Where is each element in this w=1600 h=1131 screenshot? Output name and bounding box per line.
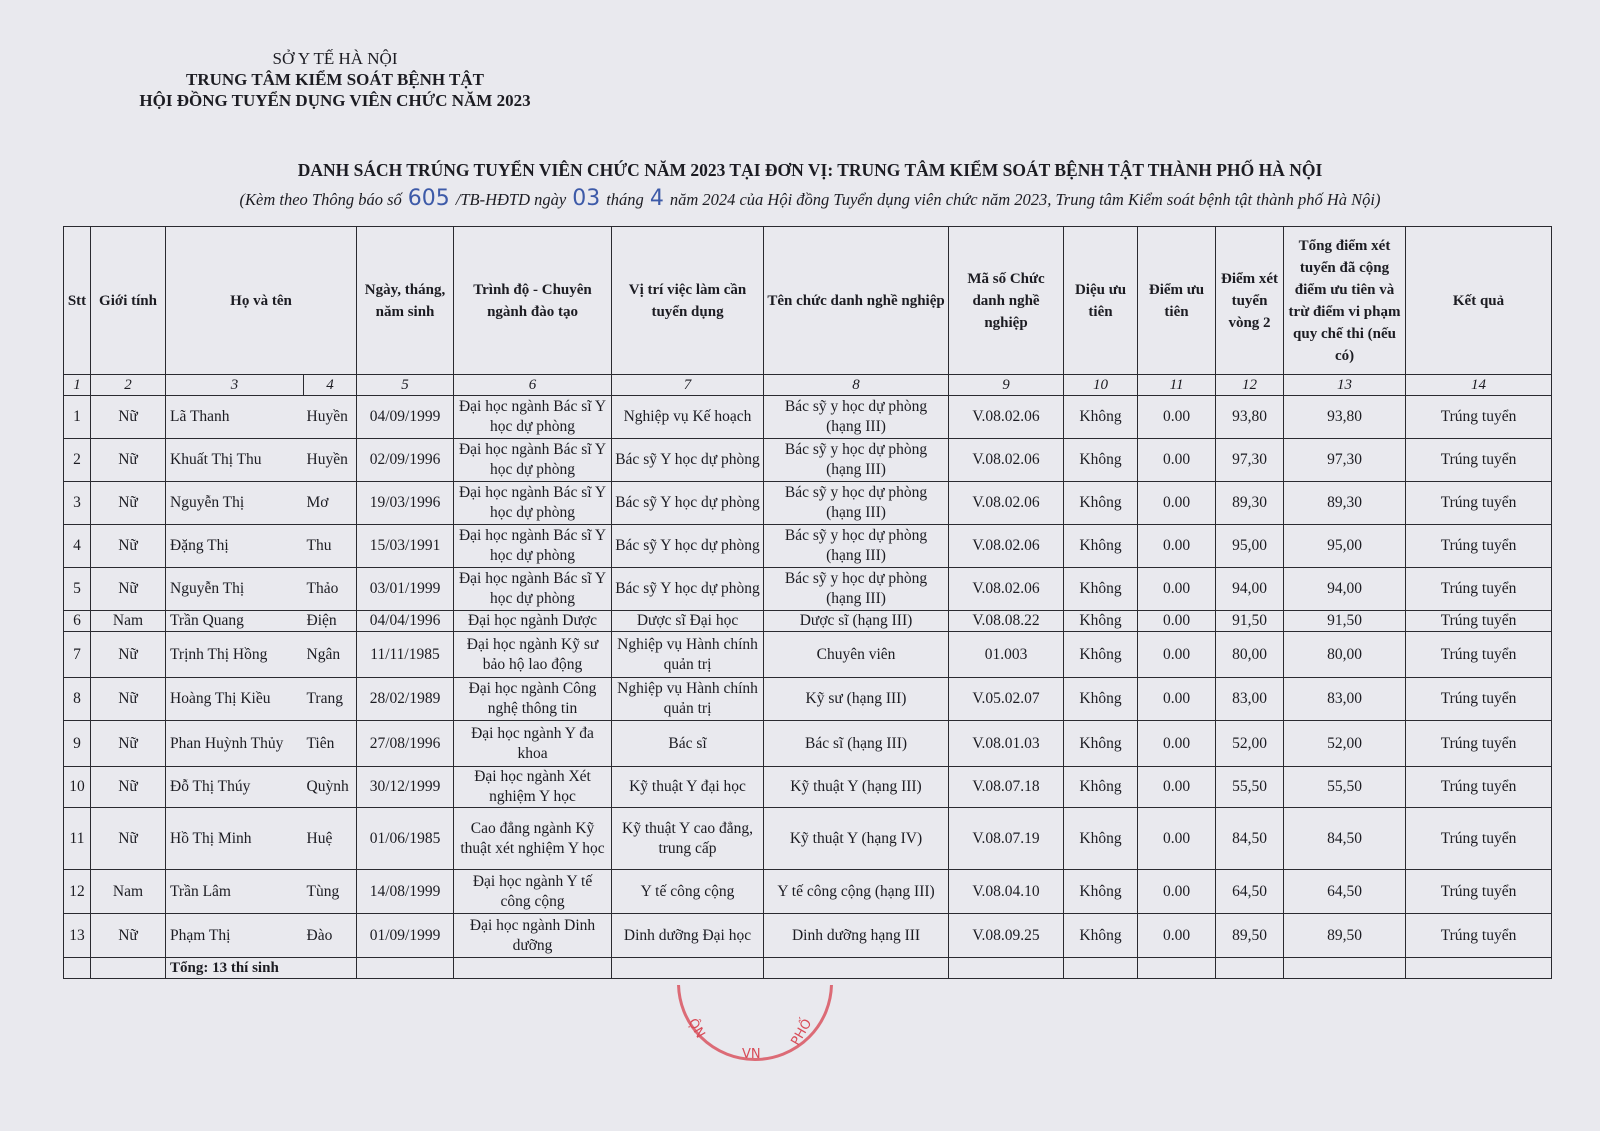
total-score-cell: 91,50 — [1284, 611, 1406, 632]
column-number: 3 — [166, 375, 304, 396]
result-cell: Trúng tuyển — [1406, 678, 1552, 721]
total-score-cell: 89,30 — [1284, 482, 1406, 525]
position-cell: Nghiệp vụ Hành chính quản trị — [612, 678, 764, 721]
job-title-cell: Dinh dưỡng hạng III — [764, 914, 949, 958]
priority-score-cell: 0.00 — [1138, 632, 1216, 678]
dob-cell: 19/03/1996 — [357, 482, 454, 525]
total-score-cell: 64,50 — [1284, 870, 1406, 914]
degree-cell: Đại học ngành Bác sĩ Y học dự phòng — [454, 568, 612, 611]
gender-cell: Nam — [91, 870, 166, 914]
row-number: 9 — [64, 721, 91, 767]
column-number: 1 — [64, 375, 91, 396]
column-number: 6 — [454, 375, 612, 396]
dob-cell: 30/12/1999 — [357, 767, 454, 808]
col-header-total-score: Tổng điểm xét tuyển đã cộng điểm ưu tiên và trừ điểm vi phạm quy chế thi (nếu có) — [1284, 227, 1406, 375]
priority-cell: Không — [1064, 721, 1138, 767]
position-cell: Bác sỹ Y học dự phòng — [612, 482, 764, 525]
col-header-gender: Giới tính — [91, 227, 166, 375]
column-number: 7 — [612, 375, 764, 396]
results-table — [63, 226, 1552, 979]
total-score-cell: 52,00 — [1284, 721, 1406, 767]
position-cell: Bác sĩ — [612, 721, 764, 767]
given-name-cell: Trang — [304, 678, 357, 721]
col-header-name: Họ và tên — [166, 227, 357, 375]
priority-cell: Không — [1064, 396, 1138, 439]
priority-score-cell: 0.00 — [1138, 611, 1216, 632]
priority-score-cell: 0.00 — [1138, 808, 1216, 870]
subtitle-part-2: /TB-HĐTD ngày — [455, 190, 567, 209]
column-number: 14 — [1406, 375, 1552, 396]
result-cell: Trúng tuyển — [1406, 525, 1552, 568]
round2-score-cell: 89,50 — [1216, 914, 1284, 958]
priority-score-cell: 0.00 — [1138, 568, 1216, 611]
job-title-cell: Kỹ sư (hạng III) — [764, 678, 949, 721]
result-cell: Trúng tuyển — [1406, 396, 1552, 439]
degree-cell: Đại học ngành Xét nghiệm Y học — [454, 767, 612, 808]
degree-cell: Đại học ngành Công nghệ thông tin — [454, 678, 612, 721]
priority-cell: Không — [1064, 611, 1138, 632]
table-row — [64, 611, 1552, 632]
position-cell: Nghiệp vụ Hành chính quản trị — [612, 632, 764, 678]
table-row — [64, 767, 1552, 808]
code-cell: V.08.07.19 — [949, 808, 1064, 870]
given-name-cell: Huyền — [304, 439, 357, 482]
degree-cell: Đại học ngành Dinh dưỡng — [454, 914, 612, 958]
priority-score-cell: 0.00 — [1138, 525, 1216, 568]
dob-cell: 11/11/1985 — [357, 632, 454, 678]
row-number: 1 — [64, 396, 91, 439]
position-cell: Nghiệp vụ Kế hoạch — [612, 396, 764, 439]
col-header-degree: Trình độ - Chuyên ngành đào tạo — [454, 227, 612, 375]
degree-cell: Đại học ngành Bác sĩ Y học dự phòng — [454, 439, 612, 482]
row-number: 11 — [64, 808, 91, 870]
priority-cell: Không — [1064, 914, 1138, 958]
col-header-priority-score: Điểm ưu tiên — [1138, 227, 1216, 375]
code-cell: V.08.07.18 — [949, 767, 1064, 808]
subtitle-part-3: tháng — [606, 190, 644, 209]
job-title-cell: Bác sỹ y học dự phòng (hạng III) — [764, 439, 949, 482]
code-cell: V.08.08.22 — [949, 611, 1064, 632]
position-cell: Kỹ thuật Y cao đẳng, trung cấp — [612, 808, 764, 870]
stamp-text: ỘN — [684, 1016, 708, 1041]
round2-score-cell: 95,00 — [1216, 525, 1284, 568]
row-number: 6 — [64, 611, 91, 632]
col-header-stt: Stt — [64, 227, 91, 375]
dob-cell: 15/03/1991 — [357, 525, 454, 568]
job-title-cell: Bác sỹ y học dự phòng (hạng III) — [764, 482, 949, 525]
priority-cell: Không — [1064, 525, 1138, 568]
round2-score-cell: 84,50 — [1216, 808, 1284, 870]
surname-cell: Phạm Thị — [166, 914, 304, 958]
priority-cell: Không — [1064, 439, 1138, 482]
result-cell: Trúng tuyển — [1406, 767, 1552, 808]
job-title-cell: Y tế công cộng (hạng III) — [764, 870, 949, 914]
table-body — [64, 396, 1552, 958]
code-cell: V.08.02.06 — [949, 439, 1064, 482]
gender-cell: Nữ — [91, 568, 166, 611]
round2-score-cell: 64,50 — [1216, 870, 1284, 914]
priority-cell: Không — [1064, 482, 1138, 525]
round2-score-cell: 83,00 — [1216, 678, 1284, 721]
col-header-dob: Ngày, tháng, năm sinh — [357, 227, 454, 375]
col-header-round2-score: Điểm xét tuyển vòng 2 — [1216, 227, 1284, 375]
total-score-cell: 97,30 — [1284, 439, 1406, 482]
total-score-cell: 80,00 — [1284, 632, 1406, 678]
round2-score-cell: 93,80 — [1216, 396, 1284, 439]
column-number: 10 — [1064, 375, 1138, 396]
job-title-cell: Bác sỹ y học dự phòng (hạng III) — [764, 396, 949, 439]
given-name-cell: Ngân — [304, 632, 357, 678]
table-row — [64, 525, 1552, 568]
given-name-cell: Tùng — [304, 870, 357, 914]
priority-score-cell: 0.00 — [1138, 439, 1216, 482]
organization-header — [100, 48, 570, 111]
dob-cell: 04/04/1996 — [357, 611, 454, 632]
job-title-cell: Bác sĩ (hạng III) — [764, 721, 949, 767]
table-row — [64, 568, 1552, 611]
dob-cell: 02/09/1996 — [357, 439, 454, 482]
gender-cell: Nữ — [91, 678, 166, 721]
surname-cell: Nguyễn Thị — [166, 568, 304, 611]
total-score-cell: 89,50 — [1284, 914, 1406, 958]
column-number: 13 — [1284, 375, 1406, 396]
row-number: 8 — [64, 678, 91, 721]
column-number: 5 — [357, 375, 454, 396]
job-title-cell: Kỹ thuật Y (hạng IV) — [764, 808, 949, 870]
degree-cell: Đại học ngành Bác sĩ Y học dự phòng — [454, 396, 612, 439]
table-row — [64, 439, 1552, 482]
round2-score-cell: 94,00 — [1216, 568, 1284, 611]
surname-cell: Đỗ Thị Thúy — [166, 767, 304, 808]
result-cell: Trúng tuyển — [1406, 721, 1552, 767]
handwritten-day: 03 — [572, 186, 601, 211]
round2-score-cell: 97,30 — [1216, 439, 1284, 482]
official-stamp — [672, 985, 842, 1065]
priority-cell: Không — [1064, 678, 1138, 721]
result-cell: Trúng tuyển — [1406, 870, 1552, 914]
total-score-cell: 94,00 — [1284, 568, 1406, 611]
surname-cell: Khuất Thị Thu — [166, 439, 304, 482]
column-number: 8 — [764, 375, 949, 396]
given-name-cell: Mơ — [304, 482, 357, 525]
code-cell: V.08.02.06 — [949, 482, 1064, 525]
col-header-priority: Diệu ưu tiên — [1064, 227, 1138, 375]
priority-score-cell: 0.00 — [1138, 482, 1216, 525]
dob-cell: 14/08/1999 — [357, 870, 454, 914]
priority-score-cell: 0.00 — [1138, 396, 1216, 439]
gender-cell: Nữ — [91, 396, 166, 439]
code-cell: V.08.01.03 — [949, 721, 1064, 767]
org-line-3: HỘI ĐỒNG TUYỂN DỤNG VIÊN CHỨC NĂM 2023 — [139, 91, 531, 110]
total-score-cell: 84,50 — [1284, 808, 1406, 870]
table-row — [64, 808, 1552, 870]
stamp-text: PHỐ — [788, 1016, 816, 1049]
job-title-cell: Bác sỹ y học dự phòng (hạng III) — [764, 525, 949, 568]
table-row — [64, 396, 1552, 439]
table-row — [64, 914, 1552, 958]
gender-cell: Nữ — [91, 439, 166, 482]
round2-score-cell: 55,50 — [1216, 767, 1284, 808]
document-title: DANH SÁCH TRÚNG TUYỂN VIÊN CHỨC NĂM 2023 TẠI ĐƠN VỊ: TRUNG TÂM KIỂM SOÁT BỆNH TẬT THÀNH PHỐ HÀ NỘI — [297, 160, 1323, 180]
gender-cell: Nữ — [91, 808, 166, 870]
position-cell: Bác sỹ Y học dự phòng — [612, 525, 764, 568]
gender-cell: Nữ — [91, 525, 166, 568]
result-cell: Trúng tuyển — [1406, 568, 1552, 611]
given-name-cell: Huệ — [304, 808, 357, 870]
table-row — [64, 721, 1552, 767]
row-number: 4 — [64, 525, 91, 568]
handwritten-number: 605 — [407, 186, 450, 211]
degree-cell: Đại học ngành Bác sĩ Y học dự phòng — [454, 525, 612, 568]
total-score-cell: 55,50 — [1284, 767, 1406, 808]
priority-score-cell: 0.00 — [1138, 767, 1216, 808]
degree-cell: Cao đẳng ngành Kỹ thuật xét nghiệm Y học — [454, 808, 612, 870]
round2-score-cell: 52,00 — [1216, 721, 1284, 767]
position-cell: Dinh dưỡng Đại học — [612, 914, 764, 958]
code-cell: V.08.02.06 — [949, 525, 1064, 568]
position-cell: Bác sỹ Y học dự phòng — [612, 439, 764, 482]
position-cell: Y tế công cộng — [612, 870, 764, 914]
given-name-cell: Đào — [304, 914, 357, 958]
gender-cell: Nữ — [91, 721, 166, 767]
surname-cell: Phan Huỳnh Thủy — [166, 721, 304, 767]
column-number: 9 — [949, 375, 1064, 396]
priority-score-cell: 0.00 — [1138, 914, 1216, 958]
surname-cell: Nguyễn Thị — [166, 482, 304, 525]
column-number: 2 — [91, 375, 166, 396]
total-row — [64, 958, 1552, 979]
dob-cell: 28/02/1989 — [357, 678, 454, 721]
dob-cell: 01/06/1985 — [357, 808, 454, 870]
dob-cell: 27/08/1996 — [357, 721, 454, 767]
surname-cell: Hồ Thị Minh — [166, 808, 304, 870]
given-name-cell: Điện — [304, 611, 357, 632]
priority-score-cell: 0.00 — [1138, 721, 1216, 767]
degree-cell: Đại học ngành Dược — [454, 611, 612, 632]
gender-cell: Nữ — [91, 767, 166, 808]
row-number: 13 — [64, 914, 91, 958]
subtitle-part-1: (Kèm theo Thông báo số — [239, 190, 402, 209]
gender-cell: Nữ — [91, 632, 166, 678]
stamp-text: VN — [742, 1047, 761, 1062]
row-number: 12 — [64, 870, 91, 914]
surname-cell: Trịnh Thị Hồng — [166, 632, 304, 678]
code-cell: V.08.04.10 — [949, 870, 1064, 914]
dob-cell: 03/01/1999 — [357, 568, 454, 611]
given-name-cell: Tiên — [304, 721, 357, 767]
col-header-result: Kết quả — [1406, 227, 1552, 375]
surname-cell: Trần Lâm — [166, 870, 304, 914]
surname-cell: Trần Quang — [166, 611, 304, 632]
col-header-code: Mã số Chức danh nghề nghiệp — [949, 227, 1064, 375]
result-cell: Trúng tuyển — [1406, 482, 1552, 525]
row-number: 2 — [64, 439, 91, 482]
code-cell: V.08.09.25 — [949, 914, 1064, 958]
col-header-title: Tên chức danh nghề nghiệp — [764, 227, 949, 375]
priority-cell: Không — [1064, 767, 1138, 808]
dob-cell: 01/09/1999 — [357, 914, 454, 958]
priority-score-cell: 0.00 — [1138, 678, 1216, 721]
round2-score-cell: 89,30 — [1216, 482, 1284, 525]
given-name-cell: Thảo — [304, 568, 357, 611]
job-title-cell: Bác sỹ y học dự phòng (hạng III) — [764, 568, 949, 611]
degree-cell: Đại học ngành Kỹ sư bảo hộ lao động — [454, 632, 612, 678]
job-title-cell: Dược sĩ (hạng III) — [764, 611, 949, 632]
result-cell: Trúng tuyển — [1406, 439, 1552, 482]
row-number: 7 — [64, 632, 91, 678]
col-header-position: Vị trí việc làm cần tuyển dụng — [612, 227, 764, 375]
job-title-cell: Kỹ thuật Y (hạng III) — [764, 767, 949, 808]
position-cell: Bác sỹ Y học dự phòng — [612, 568, 764, 611]
header-row — [64, 227, 1552, 375]
result-cell: Trúng tuyển — [1406, 914, 1552, 958]
job-title-cell: Chuyên viên — [764, 632, 949, 678]
total-score-cell: 95,00 — [1284, 525, 1406, 568]
degree-cell: Đại học ngành Y đa khoa — [454, 721, 612, 767]
round2-score-cell: 91,50 — [1216, 611, 1284, 632]
code-cell: V.08.02.06 — [949, 568, 1064, 611]
column-number: 4 — [304, 375, 357, 396]
priority-cell: Không — [1064, 808, 1138, 870]
dob-cell: 04/09/1999 — [357, 396, 454, 439]
code-cell: V.08.02.06 — [949, 396, 1064, 439]
column-number: 11 — [1138, 375, 1216, 396]
gender-cell: Nữ — [91, 482, 166, 525]
priority-cell: Không — [1064, 870, 1138, 914]
total-score-cell: 93,80 — [1284, 396, 1406, 439]
surname-cell: Hoàng Thị Kiều — [166, 678, 304, 721]
gender-cell: Nam — [91, 611, 166, 632]
org-line-1: SỞ Y TẾ HÀ NỘI — [272, 49, 398, 68]
given-name-cell: Quỳnh — [304, 767, 357, 808]
code-cell: 01.003 — [949, 632, 1064, 678]
given-name-cell: Thu — [304, 525, 357, 568]
result-cell: Trúng tuyển — [1406, 808, 1552, 870]
surname-cell: Lã Thanh — [166, 396, 304, 439]
degree-cell: Đại học ngành Y tế công cộng — [454, 870, 612, 914]
column-number: 12 — [1216, 375, 1284, 396]
handwritten-month: 4 — [649, 186, 664, 211]
row-number: 10 — [64, 767, 91, 808]
degree-cell: Đại học ngành Bác sĩ Y học dự phòng — [454, 482, 612, 525]
table-row — [64, 678, 1552, 721]
subtitle-part-4: năm 2024 của Hội đồng Tuyển dụng viên chức năm 2023, Trung tâm Kiểm soát bệnh tật thành phố Hà Nội) — [669, 190, 1381, 209]
surname-cell: Đặng Thị — [166, 525, 304, 568]
table-row — [64, 632, 1552, 678]
total-score-cell: 83,00 — [1284, 678, 1406, 721]
position-cell: Dược sĩ Đại học — [612, 611, 764, 632]
row-number: 3 — [64, 482, 91, 525]
result-cell: Trúng tuyển — [1406, 632, 1552, 678]
row-number: 5 — [64, 568, 91, 611]
round2-score-cell: 80,00 — [1216, 632, 1284, 678]
column-number-row — [64, 375, 1552, 396]
position-cell: Kỹ thuật Y đại học — [612, 767, 764, 808]
table-row — [64, 482, 1552, 525]
given-name-cell: Huyền — [304, 396, 357, 439]
total-label: Tổng: 13 thí sinh — [166, 958, 357, 979]
priority-cell: Không — [1064, 632, 1138, 678]
table-row — [64, 870, 1552, 914]
code-cell: V.05.02.07 — [949, 678, 1064, 721]
priority-cell: Không — [1064, 568, 1138, 611]
result-cell: Trúng tuyển — [1406, 611, 1552, 632]
org-line-2: TRUNG TÂM KIỂM SOÁT BỆNH TẬT — [185, 70, 485, 89]
priority-score-cell: 0.00 — [1138, 870, 1216, 914]
gender-cell: Nữ — [91, 914, 166, 958]
document-subtitle — [60, 186, 1560, 211]
